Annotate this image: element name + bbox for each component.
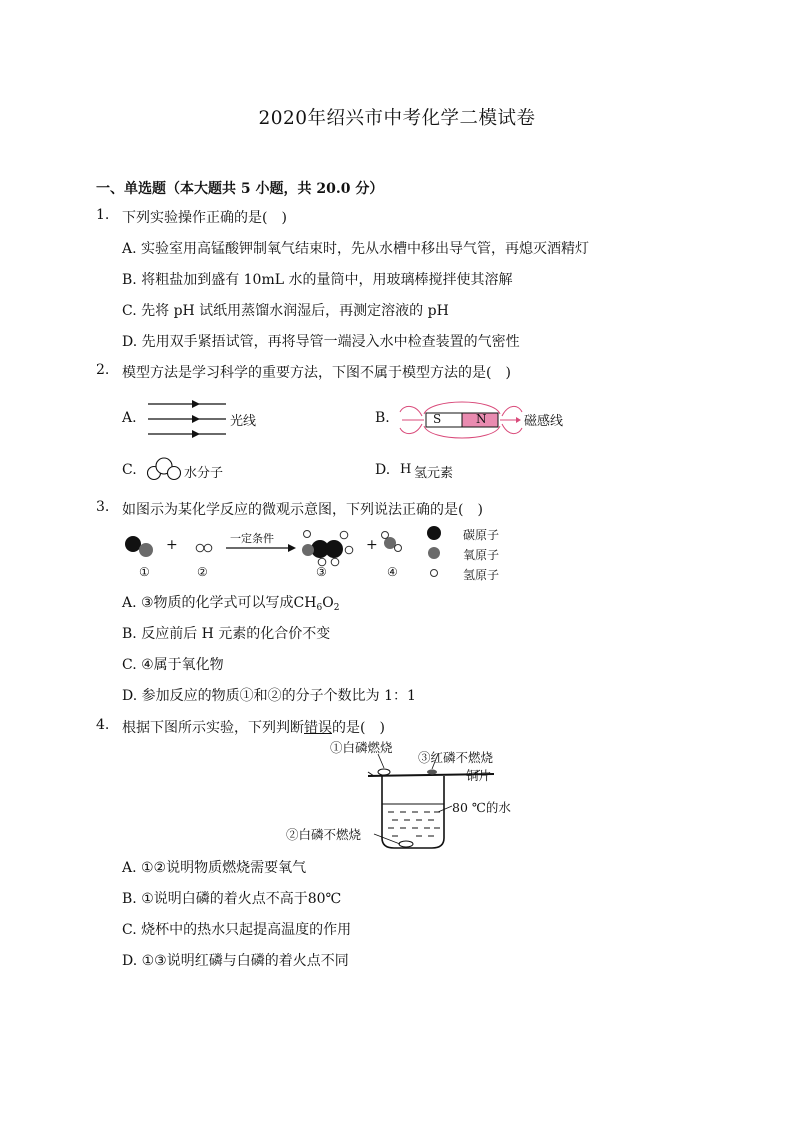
question-2-option-b-letter: B. <box>375 410 390 426</box>
question-1-number: 1. <box>96 207 110 223</box>
legend-carbon: 碳原子 <box>463 528 500 542</box>
water-molecule-model <box>146 456 182 482</box>
question-3-option-b: B. 反应前后 H 元素的化合价不变 <box>122 626 331 642</box>
hydrogen-symbol: H <box>400 462 412 477</box>
question-2-stem: 模型方法是学习科学的重要方法，下图不属于模型方法的是( ) <box>122 365 511 381</box>
question-4-option-b: B. ①说明白磷的着火点不高于80℃ <box>122 891 342 907</box>
question-2-option-c-letter: C. <box>122 462 137 478</box>
question-3-option-a: A. ③物质的化学式可以写成$CH_6O_2$ <box>122 595 340 613</box>
question-2-option-d-letter: D. <box>375 462 391 478</box>
question-4-option-c: C. 烧杯中的热水只起提高温度的作用 <box>122 922 352 938</box>
water-molecule-label: 水分子 <box>184 466 224 481</box>
question-3-option-d: D. 参加反应的物质①和②的分子个数比为 1：1 <box>122 688 416 704</box>
question-1-option-a: A. 实验室用高锰酸钾制氧气结束时，先从水槽中移出导气管，再熄灭酒精灯 <box>122 241 590 257</box>
question-1-option-b: B. 将粗盐加到盛有 10mL 水的量筒中，用玻璃棒搅拌使其溶解 <box>122 272 513 288</box>
question-4-number: 4. <box>96 717 110 733</box>
magnet-south-pole-label: S <box>433 412 442 426</box>
light-ray-diagram <box>148 398 230 440</box>
reaction-plus-1: + <box>166 537 178 553</box>
magnet-field-diagram <box>400 400 522 440</box>
magnet-north-pole-label: N <box>476 412 487 426</box>
label-copper-plate: 铜片 <box>466 768 492 783</box>
hydrogen-element-label: 氢元素 <box>414 466 454 481</box>
page-title: 2020年绍兴市中考化学二模试卷 <box>258 108 536 129</box>
label-white-phosphorus-not-burning: ②白磷不燃烧 <box>286 827 362 842</box>
question-4-option-a: A. ①②说明物质燃烧需要氧气 <box>122 860 307 876</box>
marker-3: ③ <box>316 565 327 579</box>
legend-oxygen: 氧原子 <box>463 548 500 562</box>
question-4-option-d: D. ①③说明红磷与白磷的着火点不同 <box>122 953 349 969</box>
question-3-number: 3. <box>96 499 110 515</box>
question-2-number: 2. <box>96 362 110 378</box>
label-hot-water: 80 ℃的水 <box>452 800 511 815</box>
label-white-phosphorus-burning: ①白磷燃烧 <box>330 740 393 755</box>
marker-4: ④ <box>387 565 398 579</box>
magnetic-field-line-label: 磁感线 <box>524 414 564 429</box>
question-3-stem: 如图示为某化学反应的微观示意图，下列说法正确的是( ) <box>122 502 483 518</box>
atom-legend-icons <box>424 524 444 582</box>
legend-hydrogen: 氢原子 <box>463 568 500 582</box>
section-heading: 一、单选题（本大题共 5 小题，共 20.0 分） <box>96 181 384 197</box>
label-red-phosphorus-not-burning: ③红磷不燃烧 <box>418 750 494 765</box>
reaction-condition-label: 一定条件 <box>230 532 274 545</box>
question-3-option-c: C. ④属于氧化物 <box>122 657 224 673</box>
question-4-stem: 根据下图所示实验，下列判断错误的是( ) <box>122 720 385 736</box>
reaction-plus-2: + <box>366 537 378 553</box>
question-1-option-c: C. 先将 pH 试纸用蒸馏水润湿后，再测定溶液的 pH <box>122 303 449 319</box>
marker-1: ① <box>139 565 150 579</box>
question-1-option-d: D. 先用双手紧捂试管，再将导管一端浸入水中检查装置的气密性 <box>122 334 520 350</box>
question-1-stem: 下列实验操作正确的是( ) <box>122 210 287 226</box>
marker-2: ② <box>197 565 208 579</box>
question-2-option-a-letter: A. <box>122 410 137 426</box>
light-ray-label: 光线 <box>230 414 257 429</box>
